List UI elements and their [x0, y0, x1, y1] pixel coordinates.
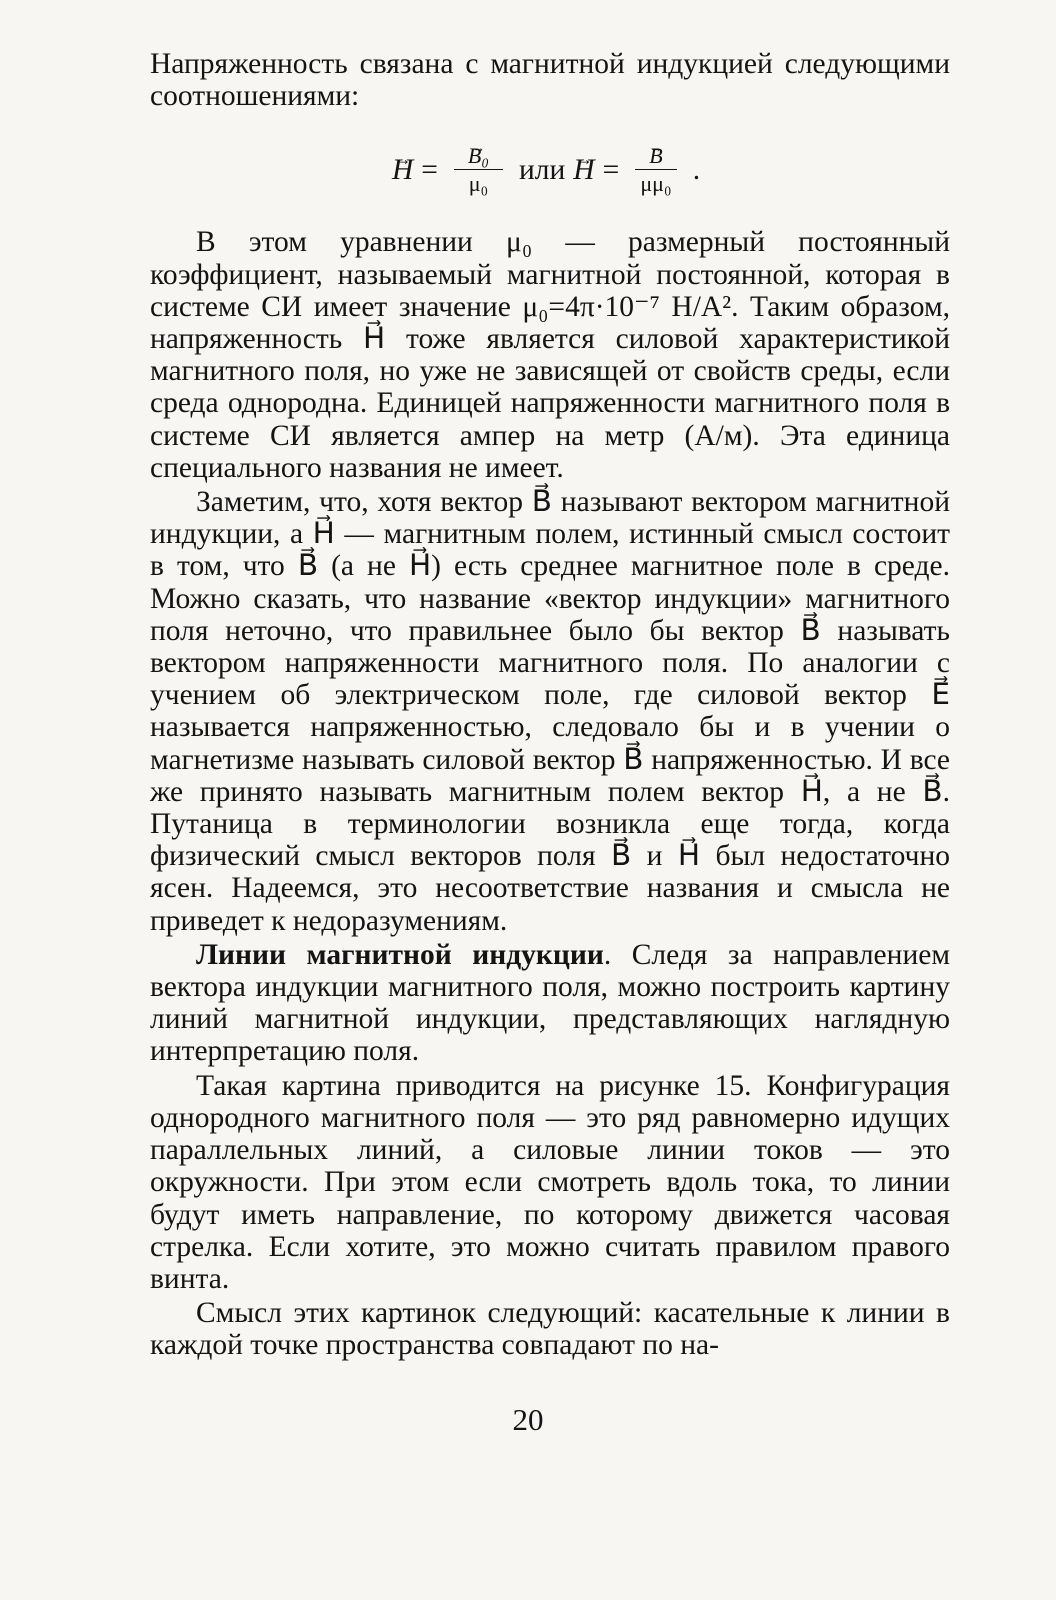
formula-fraction-2	[635, 143, 676, 198]
formula-block	[150, 114, 950, 226]
formula-fraction-1	[454, 143, 503, 198]
formula-denominator-1: μ₀	[468, 170, 489, 196]
formula-conjunction: или	[518, 154, 566, 187]
paragraph-meaning: Смысл этих картинок следующий: касательные к линии в каждой точке пространства совпадают по на-	[150, 1297, 950, 1362]
paragraph-figure-15: Такая картина приводится на рисунке 15. Конфигурация однородного магнитного поля — это ряд равномерно идущих параллельных линий, а силовые линии токов — это окружности. При этом если смотреть вдоль тока, то линии будут иметь направление, по которому движется часовая стрелка. Если хотите, это можно считать правилом правого винта.	[150, 1069, 950, 1295]
formula-numerator-2: → B	[649, 143, 662, 169]
formula-lhs-1: → H	[392, 154, 413, 186]
formula-equals-1: =	[421, 154, 438, 187]
page-text	[150, 48, 950, 1362]
formula-lhs-2: → H	[573, 154, 594, 186]
intro-paragraph: Напряженность связана с магнитной индукцией следующими соотношениями:	[150, 48, 950, 113]
paragraph-field-lines	[150, 939, 950, 1068]
paragraph-magnetic-constant: В этом уравнении μ₀ — размерный постоянный коэффициент, называемый магнитной постоянной, которая в системе СИ имеет значение μ₀=4π·10⁻⁷ Н/А². Таким образом, напряженность H⃗ тоже является силовой характеристикой магнитного поля, но уже не зависящей от свойств среды, если среда однородна. Единицей напряженности магнитного поля в системе СИ является ампер на метр (А/м). Эта единица специального названия не имеет.	[150, 226, 950, 484]
formula-equals-2: =	[602, 154, 620, 187]
formula-denominator-2: μμ₀	[640, 170, 672, 196]
term-field-lines: Линии магнитной индукции	[196, 938, 604, 971]
paragraph-field-lines-text: . Следя за направлением вектора индукции магнитного поля, можно построить картину линий магнитной индукции, представляющих наглядную интерпретацию поля.	[150, 938, 950, 1068]
formula-period: .	[692, 154, 701, 187]
paragraph-terminology: Заметим, что, хотя вектор B⃗ называют вектором магнитной индукции, а H⃗ — магнитным полем, истинный смысл состоит в том, что B⃗ (а не H⃗) есть среднее магнитное поле в среде. Можно сказать, что название «вектор индукции» магнитного поля неточно, что правильнее было бы вектор B⃗ называть вектором напряженности магнитного поля. По аналогии с учением об электрическом поле, где силовой вектор E⃗ называется напряженностью, следовало бы и в учении о магнетизме называть силовой вектор B⃗ напряженностью. И все же принято называть магнитным полем вектор H⃗, а не B⃗. Путаница в терминологии возникла еще тогда, когда физический смысл векторов поля B⃗ и H⃗ был недостаточно ясен. Надеемся, это несоответствие названия и смысла не приведет к недоразумениям.	[150, 486, 950, 937]
formula-numerator-1: → B₀	[468, 143, 489, 169]
page-number: 20	[512, 1402, 544, 1437]
